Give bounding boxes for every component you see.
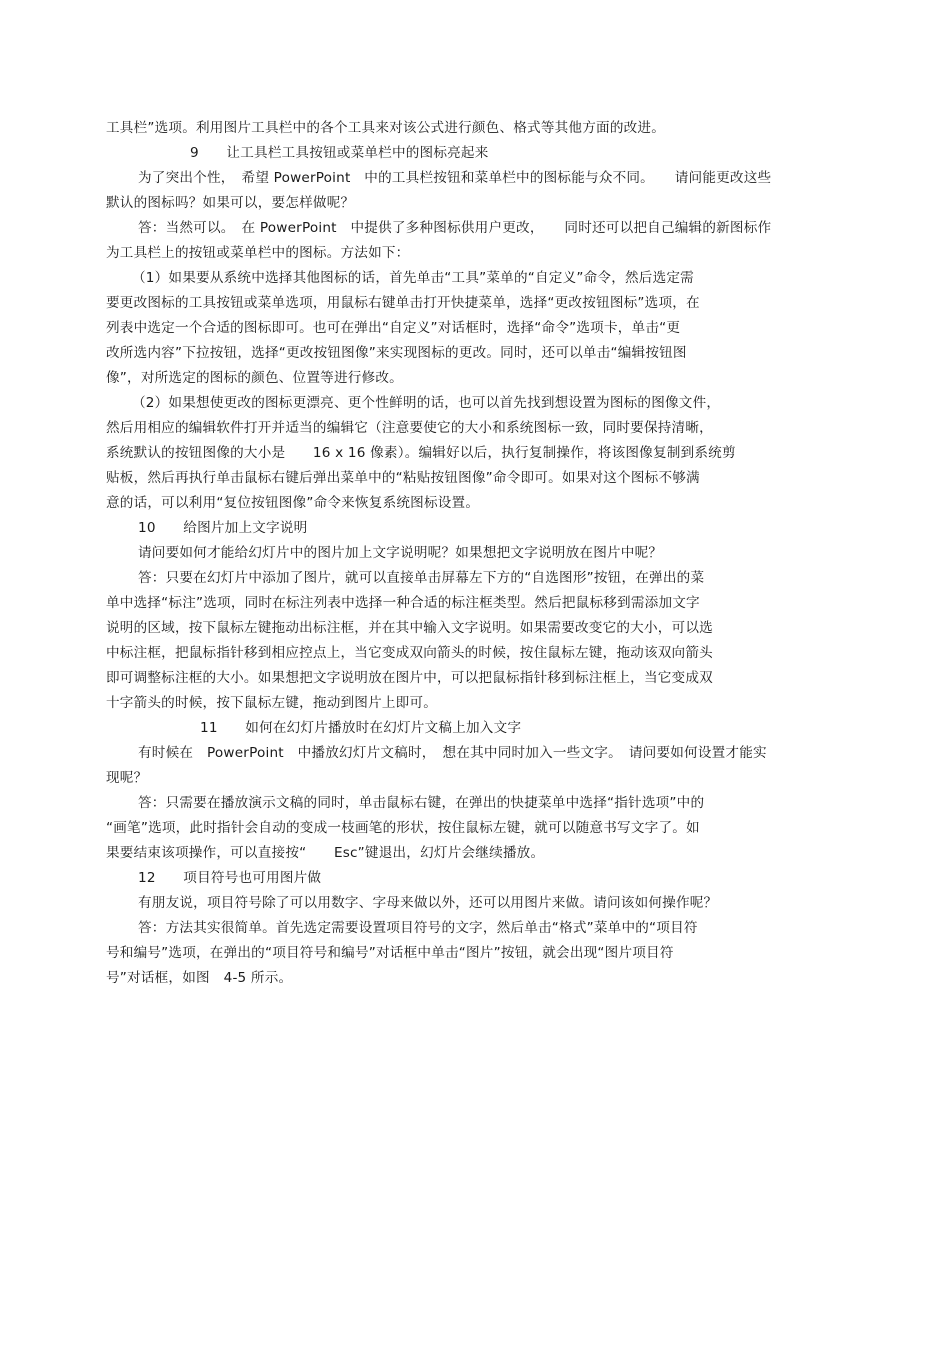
text-line: 为了突出个性， 希望 PowerPoint 中的工具栏按钮和菜单栏中的图标能与众不同。 请问能更改这些 bbox=[138, 170, 772, 186]
text-line: 答：只要在幻灯片中添加了图片，就可以直接单击屏幕左下方的“自选图形”按钮，在弹出的菜 bbox=[138, 570, 705, 586]
text-line: 有时候在 PowerPoint 中播放幻灯片文稿时， 想在其中同时加入一些文字。 请问要如何设置才能实 bbox=[138, 745, 767, 761]
text-line: 果要结束该项操作，可以直接按“ Esc”键退出，幻灯片会继续播放。 bbox=[106, 845, 545, 861]
text-line: 单中选择“标注”选项，同时在标注列表中选择一种合适的标注框类型。然后把鼠标移到需添加文字 bbox=[106, 595, 700, 611]
text-line: 请问要如何才能给幻灯片中的图片加上文字说明呢？如果想把文字说明放在图片中呢？ bbox=[138, 545, 663, 561]
text-line: 贴板，然后再执行单击鼠标右键后弹出菜单中的“粘贴按钮图像”命令即可。如果对这个图标不够满 bbox=[106, 470, 700, 486]
text-line: 然后用相应的编辑软件打开并适当的编辑它（注意要使它的大小和系统图标一致，同时要保持清晰， bbox=[106, 420, 713, 436]
text-line: “画笔”选项，此时指针会自动的变成一枝画笔的形状，按住鼠标左键，就可以随意书写文字了。如 bbox=[106, 820, 700, 836]
text-line: 答：只需要在播放演示文稿的同时，单击鼠标右键，在弹出的快捷菜单中选择“指针选项”中的 bbox=[138, 795, 705, 811]
text-line: 答：当然可以。 在 PowerPoint 中提供了多种图标供用户更改， 同时还可以把自己编辑的新图标作 bbox=[138, 220, 772, 236]
text-line: 列表中选定一个合适的图标即可。也可在弹出“自定义”对话框时，选择“命令”选项卡，单击“更 bbox=[106, 320, 681, 336]
text-line: 默认的图标吗？如果可以，要怎样做呢？ bbox=[106, 195, 355, 211]
text-line: （1）如果要从系统中选择其他图标的话，首先单击“工具”菜单的“自定义”命令，然后选定需 bbox=[132, 270, 694, 286]
text-line: 答：方法其实很简单。首先选定需要设置项目符号的文字，然后单击“格式”菜单中的“项目符 bbox=[138, 920, 698, 936]
section-heading: 11 如何在幻灯片播放时在幻灯片文稿上加入文字 bbox=[200, 720, 522, 736]
text-line: 改所选内容”下拉按钮，选择“更改按钮图像”来实现图标的更改。同时，还可以单击“编辑按钮图 bbox=[106, 345, 687, 361]
section-heading: 9 让工具栏工具按钮或菜单栏中的图标亮起来 bbox=[190, 145, 489, 161]
text-line: 工具栏”选项。利用图片工具栏中的各个工具来对该公式进行颜色、格式等其他方面的改进。 bbox=[106, 120, 665, 136]
text-line: 现呢？ bbox=[106, 770, 148, 786]
text-line: （2）如果想使更改的图标更漂亮、更个性鲜明的话，也可以首先找到想设置为图标的图像文件， bbox=[132, 395, 721, 411]
text-line: 号”对话框，如图 4-5 所示。 bbox=[106, 970, 293, 986]
text-line: 说明的区域，按下鼠标左键拖动出标注框，并在其中输入文字说明。如果需要改变它的大小，可以选 bbox=[106, 620, 713, 636]
text-line: 像”，对所选定的图标的颜色、位置等进行修改。 bbox=[106, 370, 403, 386]
text-line: 十字箭头的时候，按下鼠标左键，拖动到图片上即可。 bbox=[106, 695, 438, 711]
text-line: 有朋友说，项目符号除了可以用数字、字母来做以外，还可以用图片来做。请问该如何操作呢？ bbox=[138, 895, 718, 911]
text-line: 为工具栏上的按钮或菜单栏中的图标。方法如下： bbox=[106, 245, 410, 261]
section-heading: 10 给图片加上文字说明 bbox=[138, 520, 308, 536]
text-line: 中标注框，把鼠标指针移到相应控点上，当它变成双向箭头的时候，按住鼠标左键，拖动该双向箭头 bbox=[106, 645, 713, 661]
text-line: 意的话，可以利用“复位按钮图像”命令来恢复系统图标设置。 bbox=[106, 495, 480, 511]
section-heading: 12 项目符号也可用图片做 bbox=[138, 870, 322, 886]
text-line: 即可调整标注框的大小。如果想把文字说明放在图片中，可以把鼠标指针移到标注框上，当它变成双 bbox=[106, 670, 713, 686]
text-line: 系统默认的按钮图像的大小是 16 x 16 像素）。编辑好以后，执行复制操作，将该图像复制到系统剪 bbox=[106, 445, 736, 461]
text-line: 要更改图标的工具按钮或菜单选项，用鼠标右键单击打开快捷菜单，选择“更改按钮图标”选项，在 bbox=[106, 295, 700, 311]
text-line: 号和编号”选项，在弹出的“项目符号和编号”对话框中单击“图片”按钮，就会出现“图片项目符 bbox=[106, 945, 674, 961]
